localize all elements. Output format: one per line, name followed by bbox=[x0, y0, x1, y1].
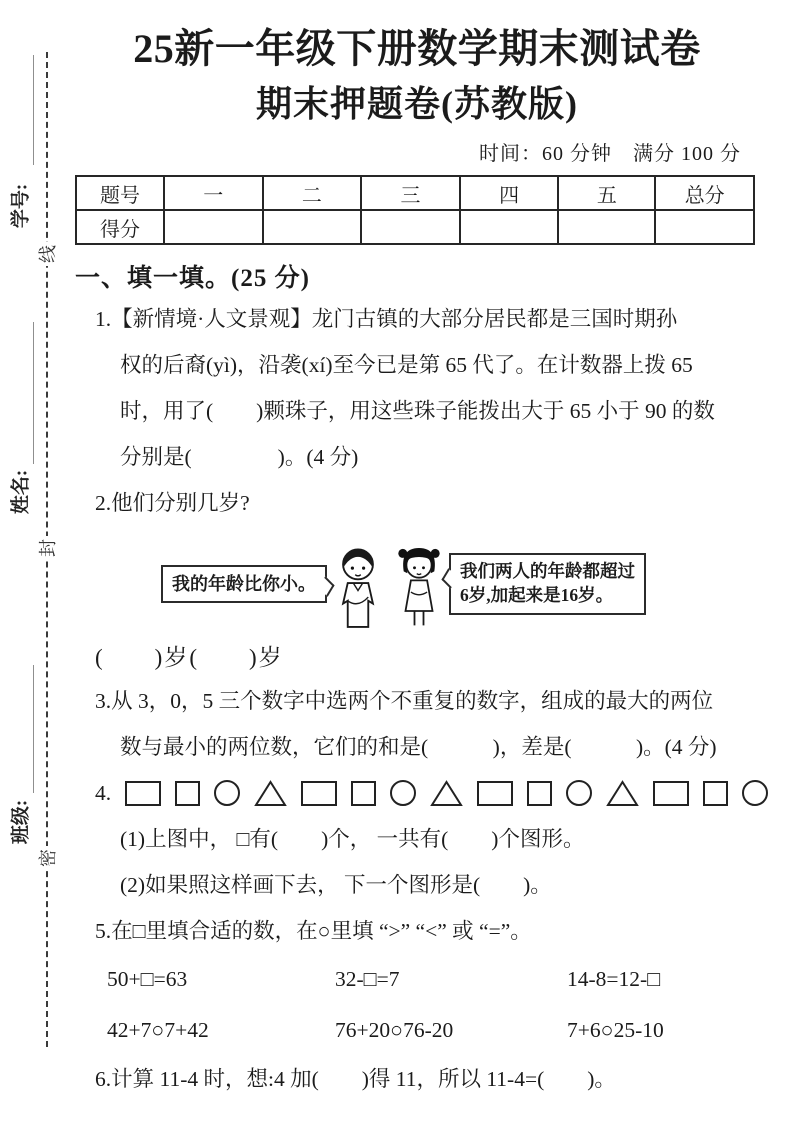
rect-shape bbox=[653, 781, 689, 806]
name-label: 姓名: bbox=[10, 469, 32, 515]
question-2-text: 2.他们分别几岁? bbox=[95, 491, 250, 515]
seal-char-feng: 封 bbox=[34, 536, 60, 560]
equation: 50+□=63 bbox=[107, 967, 188, 991]
score-table-header-cell: 五 bbox=[558, 176, 655, 210]
equation: 7+6○25-10 bbox=[567, 1018, 664, 1042]
square-shape bbox=[703, 781, 728, 806]
score-empty-cell bbox=[164, 210, 263, 244]
circle-shape bbox=[214, 780, 240, 806]
score-empty-cell bbox=[361, 210, 460, 244]
triangle-shape bbox=[430, 780, 463, 807]
question-1 bbox=[75, 296, 759, 480]
question-4-sub2: (2)如果照这样画下去， 下一个图形是( )。 bbox=[120, 873, 552, 897]
question-5-text: 5.在□里填合适的数，在○里填 “>” “<” 或 “=”。 bbox=[95, 919, 532, 943]
seal-margin bbox=[0, 0, 75, 1122]
exam-content bbox=[75, 0, 759, 1102]
question-2-illustration bbox=[161, 530, 759, 638]
question-1-line: 时，用了( )颗珠子，用这些珠子能拨出大于 65 小于 90 的数 bbox=[120, 399, 715, 423]
circle-shape bbox=[742, 780, 768, 806]
student-id-label: 学号: bbox=[10, 183, 32, 229]
page-title: 25新一年级下册数学期末测试卷 bbox=[133, 26, 701, 71]
question-1-line: 1.【新情境·人文景观】龙门古镇的大部分居民都是三国时期孙 bbox=[95, 307, 678, 331]
score-table bbox=[75, 175, 755, 245]
page-subtitle: 期末押题卷(苏教版) bbox=[256, 84, 578, 124]
student-id-blank-line bbox=[33, 55, 34, 165]
score-empty-cell bbox=[460, 210, 559, 244]
question-5-equations bbox=[95, 954, 759, 1056]
question-2-answer-blanks: ( )岁( )岁 bbox=[95, 645, 284, 670]
score-empty-cell bbox=[263, 210, 362, 244]
square-shape bbox=[527, 781, 552, 806]
speech-bubble-girl-line: 6岁,加起来是16岁。 bbox=[460, 585, 614, 605]
question-6-text: 6.计算 11-4 时，想:4 加( )得 11，所以 11-4=( )。 bbox=[95, 1067, 616, 1091]
seal-char-xian: 线 bbox=[34, 242, 60, 266]
question-1-line: 分别是( )。(4 分) bbox=[120, 445, 359, 469]
triangle-shape bbox=[606, 780, 639, 807]
equation: 14-8=12-□ bbox=[567, 967, 661, 991]
question-3-line: 3.从 3，0，5 三个数字中选两个不重复的数字，组成的最大的两位 bbox=[95, 689, 714, 713]
score-empty-cell bbox=[558, 210, 655, 244]
rect-shape bbox=[477, 781, 513, 806]
question-4 bbox=[75, 770, 759, 908]
speech-bubble-boy: 我的年龄比你小。 bbox=[161, 565, 327, 603]
score-table-header-cell: 三 bbox=[361, 176, 460, 210]
equation: 32-□=7 bbox=[335, 967, 400, 991]
score-table-header-cell: 总分 bbox=[655, 176, 754, 210]
score-table-header-cell: 四 bbox=[460, 176, 559, 210]
class-blank-line bbox=[33, 665, 34, 793]
score-table-score-row bbox=[76, 210, 754, 244]
question-3 bbox=[75, 678, 759, 770]
shape-sequence bbox=[125, 780, 768, 807]
name-blank-line bbox=[33, 322, 34, 464]
square-shape bbox=[351, 781, 376, 806]
score-table-header-cell: 题号 bbox=[76, 176, 164, 210]
speech-bubble-girl bbox=[449, 553, 646, 614]
question-4-sub1: (1)上图中， □有( )个， 一共有( )个图形。 bbox=[120, 827, 585, 851]
time-score-line: 时间：60 分钟 满分 100 分 bbox=[479, 143, 741, 165]
question-1-line: 权的后裔(yì)，沿袭(xí)至今已是第 65 代了。在计数器上拨 65 bbox=[120, 353, 693, 377]
triangle-shape bbox=[254, 780, 287, 807]
equation: 76+20○76-20 bbox=[335, 1018, 454, 1042]
circle-shape bbox=[390, 780, 416, 806]
rect-shape bbox=[301, 781, 337, 806]
section-one-title: 一、填一填。(25 分) bbox=[75, 265, 310, 292]
score-row-label-cell: 得分 bbox=[76, 210, 164, 244]
score-table-header-cell: 二 bbox=[263, 176, 362, 210]
question-4-shape-sequence bbox=[95, 770, 759, 816]
question-6 bbox=[75, 1056, 759, 1102]
score-table-header-row bbox=[76, 176, 754, 210]
girl-figure bbox=[392, 536, 446, 632]
score-empty-cell bbox=[655, 210, 754, 244]
question-5 bbox=[75, 908, 759, 1056]
question-2 bbox=[75, 480, 759, 678]
boy-figure bbox=[330, 536, 386, 632]
equation: 42+7○7+42 bbox=[107, 1018, 209, 1042]
seal-char-mi: 密 bbox=[34, 846, 60, 870]
rect-shape bbox=[125, 781, 161, 806]
score-table-header-cell: 一 bbox=[164, 176, 263, 210]
question-3-line: 数与最小的两位数，它们的和是( )，差是( )。(4 分) bbox=[120, 735, 717, 759]
speech-bubble-girl-line: 我们两人的年龄都超过 bbox=[460, 561, 635, 582]
circle-shape bbox=[566, 780, 592, 806]
class-label: 班级: bbox=[10, 799, 32, 845]
square-shape bbox=[175, 781, 200, 806]
question-4-number: 4. bbox=[95, 781, 112, 805]
